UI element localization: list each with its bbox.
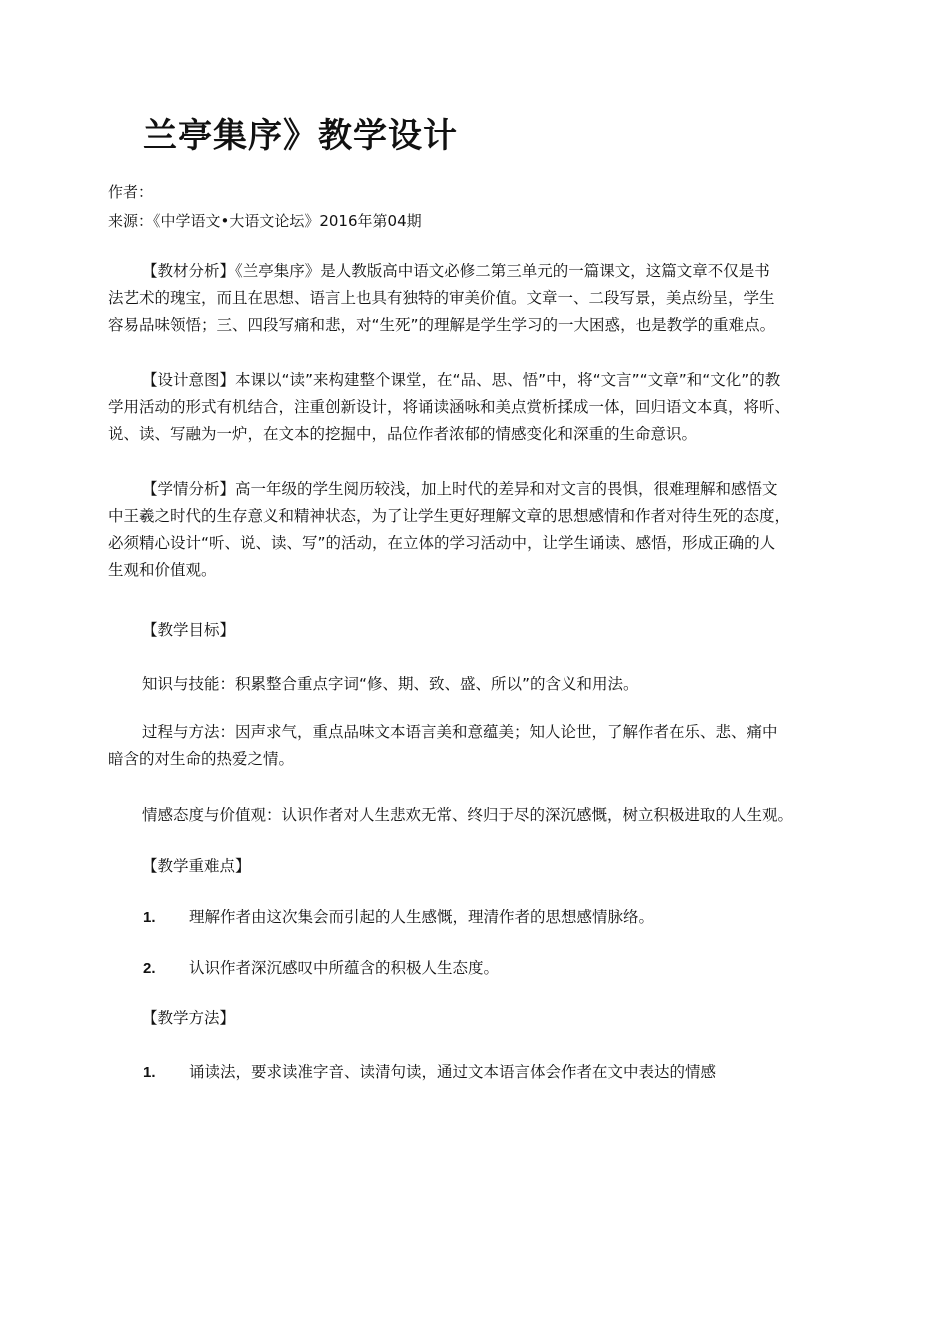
paragraph-line: 容易品味领悟；三、四段写痛和悲，对“生死”的理解是学生学习的一大困惑，也是教学的重难点。 [108, 316, 776, 334]
list-text: 理解作者由这次集会而引起的人生感慨，理清作者的思想感情脉络。 [189, 908, 655, 926]
student-analysis-paragraph [108, 476, 846, 584]
list-text: 诵读法，要求读准字音、读清句读，通过文本语言体会作者在文中表达的情感 [189, 1063, 717, 1081]
paragraph-line: 暗含的对生命的热爱之情。 [108, 750, 295, 768]
list-item [143, 1060, 716, 1082]
source-line: 来源：《中学语文•大语文论坛》2016年第04期 [108, 212, 422, 230]
list-number: 1. [143, 909, 156, 926]
author-line: 作者： [108, 183, 154, 201]
knowledge-goal: 知识与技能：积累整合重点字词“修、期、致、盛、所以”的含义和用法。 [142, 675, 639, 693]
key-points-heading: 【教学重难点】 [142, 857, 251, 875]
emotion-goal: 情感态度与价值观：认识作者对人生悲欢无常、终归于尽的深沉感慨，树立积极进取的人生观。 [142, 806, 794, 824]
list-text: 认识作者深沉感叹中所蕴含的积极人生态度。 [189, 959, 500, 977]
paragraph-line: 说、读、写融为一炉，在文本的挖掘中，品位作者浓郁的情感变化和深重的生命意识。 [108, 425, 698, 443]
design-intent-paragraph [108, 367, 846, 448]
paragraph-line: 中王羲之时代的生存意义和精神状态，为了让学生更好理解文章的思想感情和作者对待生死的态度， [108, 507, 791, 525]
textbook-analysis-paragraph [108, 258, 846, 339]
paragraph-line: 【学情分析】高一年级的学生阅历较浅，加上时代的差异和对文言的畏惧，很难理解和感悟文 [142, 480, 778, 498]
list-item [143, 956, 499, 978]
paragraph-line: 学用活动的形式有机结合，注重创新设计，将诵读涵咏和美点赏析揉成一体，回归语文本真，将听、 [108, 398, 791, 416]
list-item [143, 905, 654, 927]
paragraph-line: 【设计意图】本课以“读”来构建整个课堂，在“品、思、悟”中，将“文言”“文章”和“文化”的教 [142, 371, 781, 389]
paragraph-line: 法艺术的瑰宝，而且在思想、语言上也具有独特的审美价值。文章一、二段写景，美点纷呈，学生 [108, 289, 775, 307]
list-number: 2. [143, 960, 156, 977]
teaching-goals-heading: 【教学目标】 [142, 621, 236, 639]
paragraph-line: 生观和价值观。 [108, 561, 217, 579]
process-goal [108, 719, 846, 773]
list-number: 1. [143, 1064, 156, 1081]
paragraph-line: 【教材分析】《兰亭集序》是人教版高中语文必修二第三单元的一篇课文，这篇文章不仅是书 [142, 262, 770, 280]
paragraph-line: 过程与方法：因声求气，重点品味文本语言美和意蕴美；知人论世，了解作者在乐、悲、痛中 [142, 723, 778, 741]
document-title: 兰亭集序》教学设计 [143, 116, 458, 156]
paragraph-line: 必须精心设计“听、说、读、写”的活动，在立体的学习活动中，让学生诵读、感悟，形成正确的人 [108, 534, 776, 552]
methods-heading: 【教学方法】 [142, 1009, 236, 1027]
